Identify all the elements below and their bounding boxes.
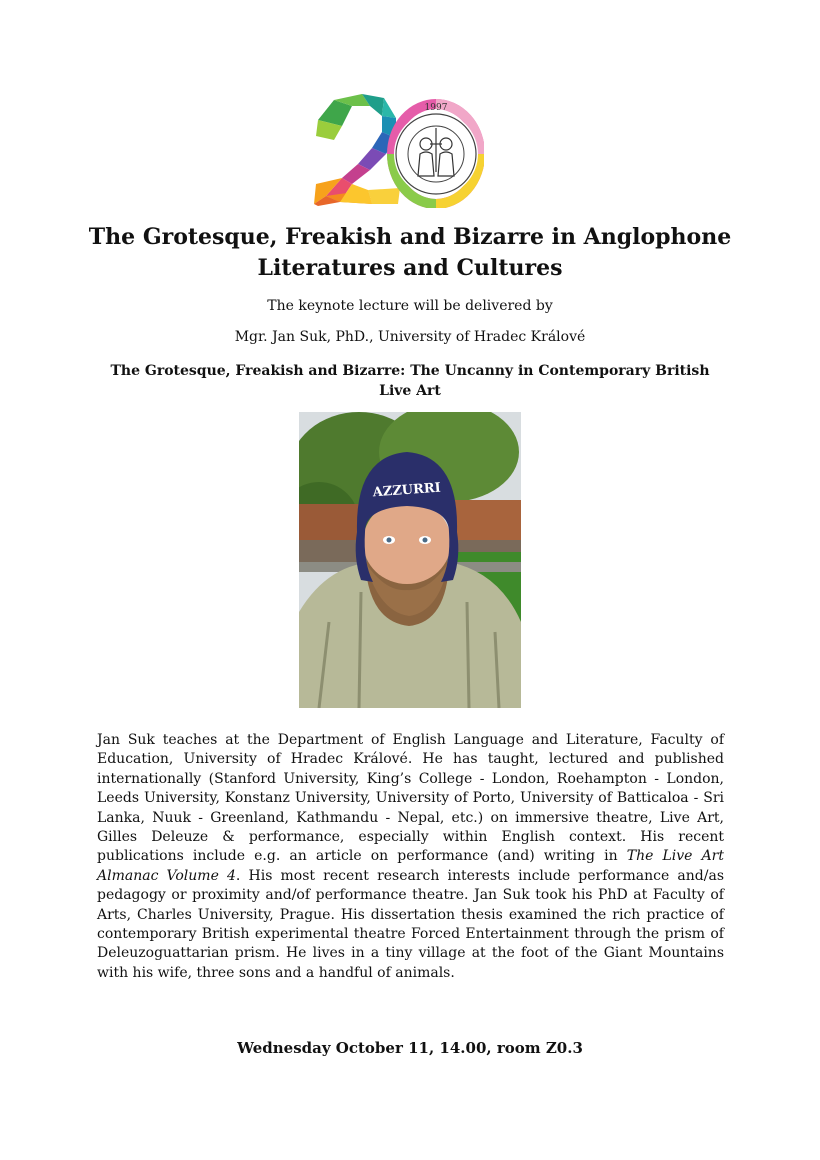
speaker-photo: [299, 412, 521, 708]
numeral-two-mosaic: [314, 94, 400, 206]
keynote-intro: The keynote lecture will be delivered by: [267, 298, 553, 314]
lecture-title: The Grotesque, Freakish and Bizarre: The Uncanny in Contemporary British Live Art: [110, 363, 710, 399]
conference-title-line-2: Literatures and Cultures: [257, 255, 563, 281]
speaker-name: Mgr. Jan Suk, PhD., University of Hradec Králové: [234, 329, 586, 345]
helmet-brand-text: AZZURRI: [372, 480, 442, 501]
speaker-biography: [97, 731, 724, 983]
event-date-time-room: Wednesday October 11, 14.00, room Z0.3: [237, 1039, 583, 1057]
bio-text-part-1: Jan Suk teaches at the Department of English Language and Literature, Faculty of Education, University of Hradec Králové. He has taught, lectured and published internationally (Stanford University, King’s College - London, Roehampton - London, Leeds University, Konstanz University, University of Porto, University of Batticaloa - Sri Lanka, Nuuk - Greenland, Kathmandu - Nepal, etc.) on immersive theatre, Live Art, Gilles Deleuze & performance, especially within English context. His recent publications include e.g. an article on performance (and) writing in: [97, 732, 724, 865]
numeral-zero-ring: [392, 103, 480, 204]
logo-year: 1997: [424, 103, 448, 113]
bio-publication-title: The Live Art Almanac Volume 4: [97, 848, 724, 884]
conference-title: [60, 222, 760, 284]
conference-title-line-1: The Grotesque, Freakish and Bizarre in Anglophone: [88, 224, 732, 250]
bio-text-part-2: . His most recent research interests include performance and/as pedagogy or proximity and/of performance theatre. Jan Suk took his PhD at Faculty of Arts, Charles University, Prague. His dissertation thesis examined the rich practice of contemporary British experimental theatre Forced Entertainment through the prism of Deleuzoguattarian prism. He lives in a tiny village at the foot of the Giant Mountains with his wife, three sons and a handful of animals.: [97, 867, 725, 981]
anniversary-logo: [312, 92, 484, 208]
